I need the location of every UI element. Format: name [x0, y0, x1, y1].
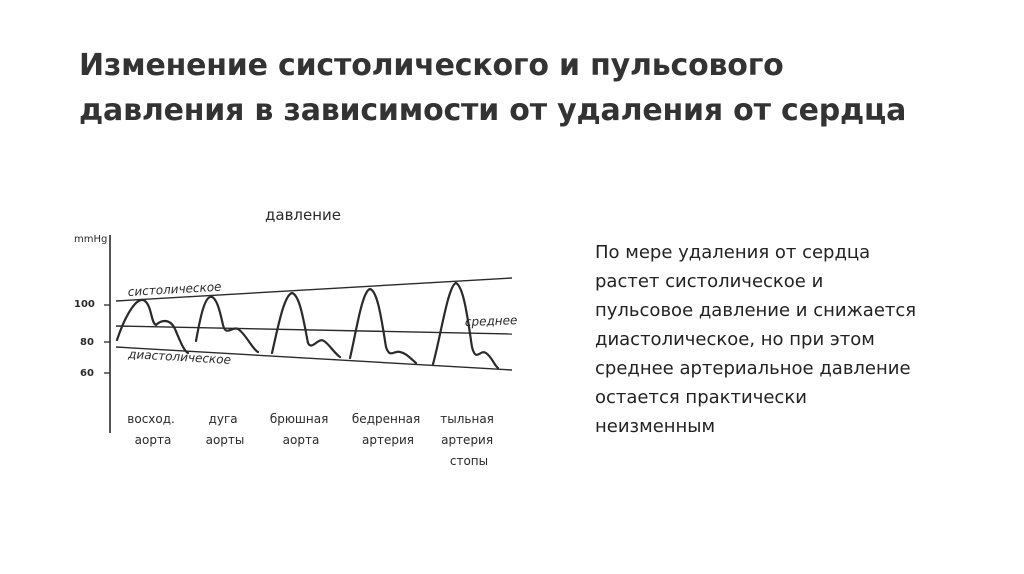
site-label-dorsalis-pedis-artery: тыльная артерия стопы [440, 412, 494, 468]
waveform-abdominal-aorta [272, 293, 340, 357]
pressure-diagram [60, 195, 530, 480]
explanation-line-4: диастолическое, но при этом [595, 329, 875, 350]
y-axis-unit: mmHg [74, 234, 108, 245]
explanation-line-3: пульсовое давление и снижается [595, 300, 917, 321]
explanation-line-6: остается практически [595, 387, 807, 408]
explanation-line-5: среднее артериальное давление [595, 358, 911, 379]
mean-label: среднее [464, 313, 518, 329]
explanation-line-1: По мере удаления от сердца [595, 242, 871, 263]
diastolic-label: диастолическое [127, 347, 232, 367]
waveform-femoral-artery [350, 289, 416, 363]
y-tick-label-80: 80 [80, 337, 94, 348]
waveform-aortic-arch [196, 297, 258, 352]
site-label-ascending-aorta: восход. аорта [127, 412, 175, 447]
slide-title [79, 43, 979, 133]
explanation-line-7: неизменным [595, 416, 716, 437]
site-label-abdominal-aorta: брюшная аорта [269, 412, 329, 447]
y-tick-label-60: 60 [80, 368, 94, 379]
diagram-title: давление [265, 206, 342, 224]
slide-title-line-2: давления в зависимости от удаления от сердца [79, 93, 907, 128]
y-tick-label-100: 100 [74, 299, 95, 310]
explanation-line-2: растет систолическое и [595, 271, 824, 292]
slide-title-line-1: Изменение систолического и пульсового [79, 48, 784, 83]
systolic-label: систолическое [127, 279, 222, 299]
site-label-femoral-artery: бедренная артерия [351, 412, 421, 447]
explanation-text [595, 238, 995, 441]
site-label-aortic-arch: дуга аорты [205, 412, 245, 447]
